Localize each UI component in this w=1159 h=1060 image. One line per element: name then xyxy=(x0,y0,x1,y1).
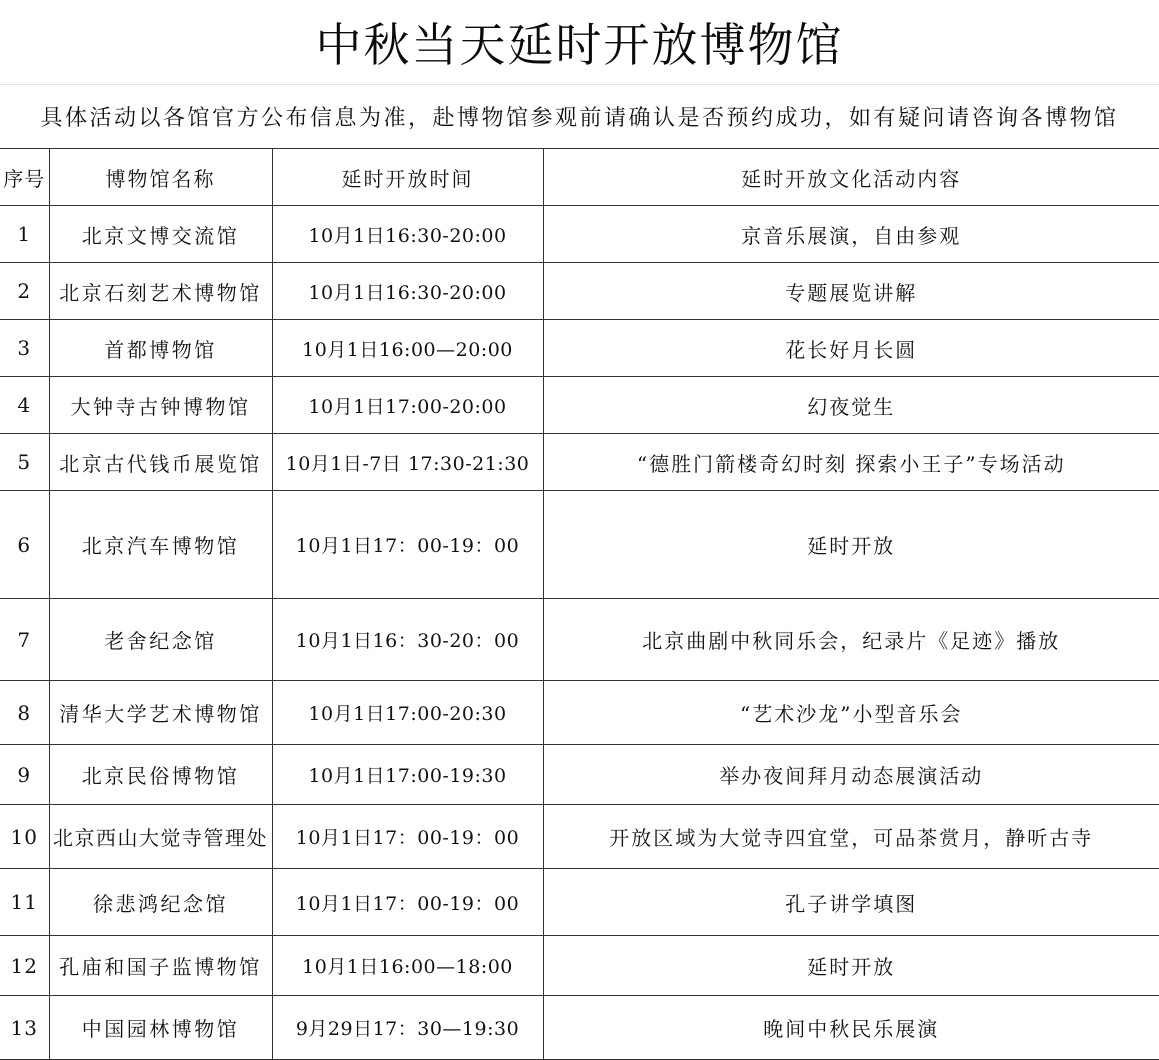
row-open-time: 10月1日17：00-19：00 xyxy=(272,869,543,936)
header-open-time: 延时开放时间 xyxy=(272,149,543,206)
row-museum-name: 北京汽车博物馆 xyxy=(49,491,272,599)
table-row xyxy=(0,745,1159,805)
table-row xyxy=(0,434,1159,491)
row-activity: 专题展览讲解 xyxy=(543,263,1159,320)
row-museum-name: 北京石刻艺术博物馆 xyxy=(49,263,272,320)
row-no: 2 xyxy=(0,263,49,320)
row-museum-name: 大钟寺古钟博物馆 xyxy=(49,377,272,434)
row-open-time: 10月1日-7日 17:30-21:30 xyxy=(272,434,543,491)
row-no: 1 xyxy=(0,206,49,263)
table-row xyxy=(0,263,1159,320)
notice-text: 具体活动以各馆官方公布信息为准，赴博物馆参观前请确认是否预约成功，如有疑问请咨询各博物馆 xyxy=(40,106,1119,131)
row-open-time: 10月1日16:00—18:00 xyxy=(272,936,543,996)
table-row xyxy=(0,936,1159,996)
row-museum-name: 首都博物馆 xyxy=(49,320,272,377)
row-museum-name: 徐悲鸿纪念馆 xyxy=(49,869,272,936)
row-open-time: 10月1日16:30-20:00 xyxy=(272,263,543,320)
row-no: 13 xyxy=(0,996,49,1060)
row-open-time: 9月29日17：30—19:30 xyxy=(272,996,543,1060)
row-activity: “德胜门箭楼奇幻时刻 探索小王子”专场活动 xyxy=(543,434,1159,491)
row-museum-name: 孔庙和国子监博物馆 xyxy=(49,936,272,996)
row-no: 12 xyxy=(0,936,49,996)
museum-table xyxy=(0,148,1159,1060)
table-row xyxy=(0,805,1159,869)
row-activity: 开放区域为大觉寺四宜堂，可品茶赏月，静听古寺 xyxy=(543,805,1159,869)
row-no: 6 xyxy=(0,491,49,599)
row-museum-name: 中国园林博物馆 xyxy=(49,996,272,1060)
row-museum-name: 北京古代钱币展览馆 xyxy=(49,434,272,491)
header-no: 序号 xyxy=(0,149,49,206)
table-row xyxy=(0,320,1159,377)
row-activity: 孔子讲学填图 xyxy=(543,869,1159,936)
table-row xyxy=(0,869,1159,936)
row-no: 7 xyxy=(0,599,49,681)
row-no: 3 xyxy=(0,320,49,377)
row-activity: 北京曲剧中秋同乐会，纪录片《足迹》播放 xyxy=(543,599,1159,681)
row-open-time: 10月1日16:00—20:00 xyxy=(272,320,543,377)
row-museum-name: 清华大学艺术博物馆 xyxy=(49,681,272,745)
table-row xyxy=(0,377,1159,434)
row-museum-name: 北京文博交流馆 xyxy=(49,206,272,263)
row-activity: 延时开放 xyxy=(543,491,1159,599)
row-museum-name: 北京民俗博物馆 xyxy=(49,745,272,805)
row-activity: 花长好月长圆 xyxy=(543,320,1159,377)
table-row xyxy=(0,491,1159,599)
row-open-time: 10月1日17:00-20:30 xyxy=(272,681,543,745)
header-activity: 延时开放文化活动内容 xyxy=(543,149,1159,206)
row-activity: “艺术沙龙”小型音乐会 xyxy=(543,681,1159,745)
row-no: 10 xyxy=(0,805,49,869)
row-activity: 举办夜间拜月动态展演活动 xyxy=(543,745,1159,805)
table-row xyxy=(0,599,1159,681)
row-open-time: 10月1日17:00-19:30 xyxy=(272,745,543,805)
table-row xyxy=(0,206,1159,263)
row-museum-name: 北京西山大觉寺管理处 xyxy=(49,805,272,869)
row-open-time: 10月1日17:00-20:00 xyxy=(272,377,543,434)
table-header-row xyxy=(0,149,1159,206)
row-no: 5 xyxy=(0,434,49,491)
row-no: 4 xyxy=(0,377,49,434)
row-open-time: 10月1日16:30-20:00 xyxy=(272,206,543,263)
row-open-time: 10月1日17：00-19：00 xyxy=(272,491,543,599)
row-no: 8 xyxy=(0,681,49,745)
header-museum-name: 博物馆名称 xyxy=(49,149,272,206)
row-no: 11 xyxy=(0,869,49,936)
table-row xyxy=(0,996,1159,1060)
row-museum-name: 老舍纪念馆 xyxy=(49,599,272,681)
row-activity: 晚间中秋民乐展演 xyxy=(543,996,1159,1060)
row-activity: 延时开放 xyxy=(543,936,1159,996)
row-open-time: 10月1日16：30-20：00 xyxy=(272,599,543,681)
page-title: 中秋当天延时开放博物馆 xyxy=(0,0,1159,85)
table-row xyxy=(0,681,1159,745)
row-no: 9 xyxy=(0,745,49,805)
row-activity: 京音乐展演，自由参观 xyxy=(543,206,1159,263)
row-activity: 幻夜觉生 xyxy=(543,377,1159,434)
row-open-time: 10月1日17：00-19：00 xyxy=(272,805,543,869)
